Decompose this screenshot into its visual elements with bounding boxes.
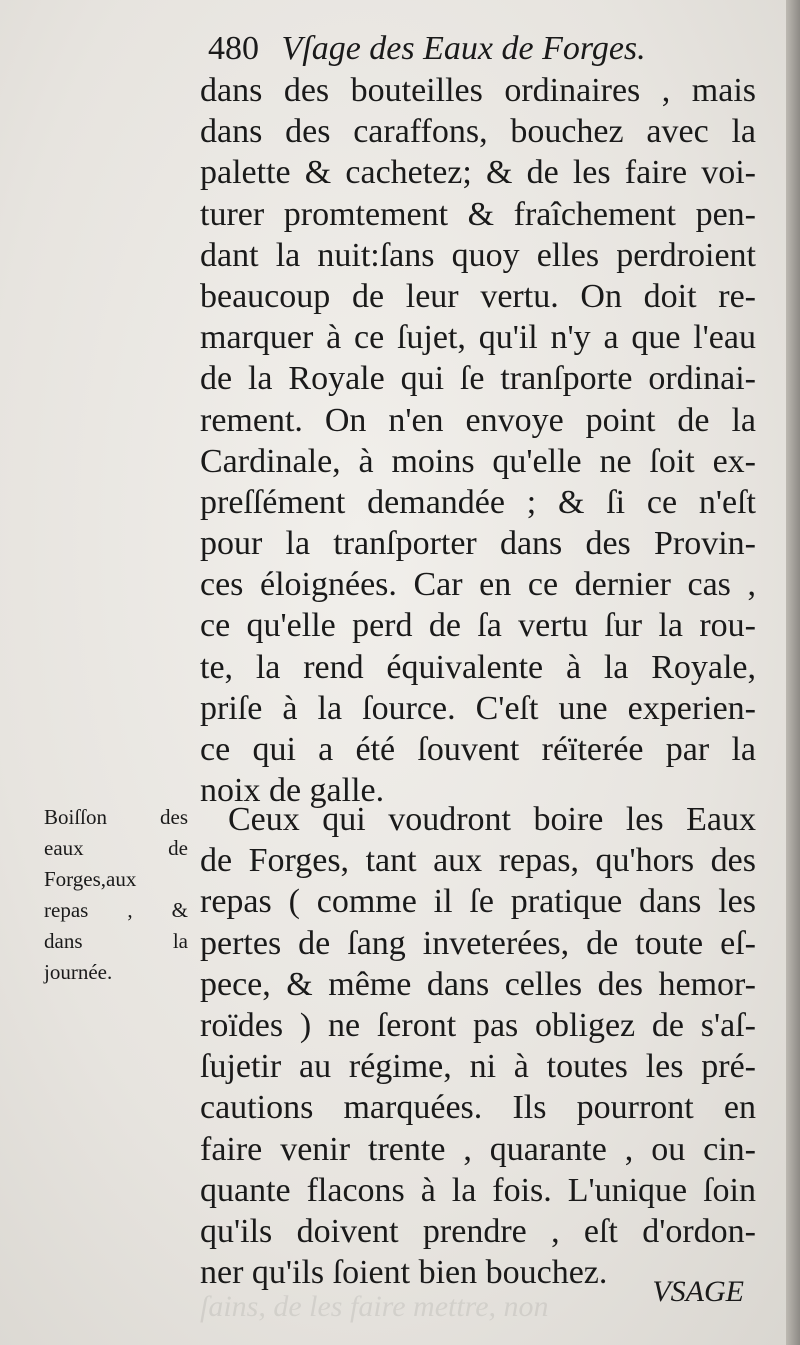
text-line: cautions marquées. Ils pourront en bbox=[200, 1089, 756, 1127]
text-line: marquer à ce ſujet, qu'il n'y a que l'eau bbox=[200, 319, 756, 357]
text-line: ces éloignées. Car en ce dernier cas , bbox=[200, 566, 756, 604]
margin-note-line: journée. bbox=[44, 960, 113, 984]
text-line: te, la rend équivalente à la Royale, bbox=[200, 648, 756, 686]
text-line: pertes de ſang inveterées, de toute eſ- bbox=[200, 924, 756, 962]
page-edge-shadow bbox=[786, 0, 800, 1345]
text-line: turer promtement & fraîchement pen- bbox=[200, 195, 756, 233]
paragraph-1 bbox=[200, 70, 756, 811]
margin-note-line: eaux de bbox=[44, 836, 188, 860]
text-line: qu'ils doivent prendre , eſt d'ordon- bbox=[200, 1212, 756, 1250]
text-line: Ceux qui voudront boire les Eaux bbox=[228, 801, 756, 838]
margin-note-line: Forges,aux bbox=[44, 867, 137, 891]
text-line: de la Royale qui ſe tranſporte ordinai- bbox=[200, 360, 756, 398]
marginal-note bbox=[44, 802, 188, 988]
text-line: priſe à la ſource. C'eſt une experien- bbox=[200, 689, 756, 727]
text-line: repas ( comme il ſe pratique dans les bbox=[200, 883, 756, 921]
text-line: faire venir trente , quarante , ou cin- bbox=[200, 1130, 756, 1168]
text-line: dans des caraffons, bouchez avec la bbox=[200, 113, 756, 151]
text-line: dant la nuit:ſans quoy elles perdroient bbox=[200, 236, 756, 274]
running-title: Vſage des Eaux de Forges. bbox=[281, 30, 646, 67]
text-line: dans des bouteilles ordinaires , mais bbox=[200, 72, 756, 109]
running-header bbox=[208, 22, 768, 76]
text-line: pece, & même dans celles des hemor- bbox=[200, 965, 756, 1003]
text-line: noix de galle. bbox=[200, 772, 385, 810]
text-line: preſſément demandée ; & ſi ce n'eſt bbox=[200, 483, 756, 521]
margin-note-line: Boiſſon des bbox=[44, 805, 188, 829]
margin-note-line: dans la bbox=[44, 929, 188, 953]
margin-note-line: repas , & bbox=[44, 898, 188, 922]
text-line: ſujetir au régime, ni à toutes les pré- bbox=[200, 1048, 756, 1086]
text-line: roïdes ) ne ſeront pas obligez de s'aſ- bbox=[200, 1006, 756, 1044]
text-line: palette & cachetez; & de les faire voi- bbox=[200, 154, 756, 192]
text-line: Cardinale, à moins qu'elle ne ſoit ex- bbox=[200, 442, 756, 480]
text-line: ner qu'ils ſoient bien bouchez. bbox=[200, 1254, 608, 1292]
text-line: beaucoup de leur vertu. On doit re- bbox=[200, 277, 756, 315]
text-line: de Forges, tant aux repas, qu'hors des bbox=[200, 842, 756, 880]
text-line: quante flacons à la fois. L'unique ſoin bbox=[200, 1171, 756, 1209]
page-number: 480 bbox=[208, 30, 259, 67]
paragraph-2 bbox=[200, 799, 756, 1293]
show-through-text: ſains, de les faire mettre, non bbox=[200, 1290, 549, 1323]
text-line: ce qui a été ſouvent réïterée par la bbox=[200, 731, 756, 768]
text-line: rement. On n'en envoye point de la bbox=[200, 401, 756, 439]
text-line: ce qu'elle perd de ſa vertu ſur la rou- bbox=[200, 607, 756, 645]
catchword: VSAGE bbox=[652, 1275, 744, 1308]
text-line: pour la tranſporter dans des Provin- bbox=[200, 525, 756, 563]
